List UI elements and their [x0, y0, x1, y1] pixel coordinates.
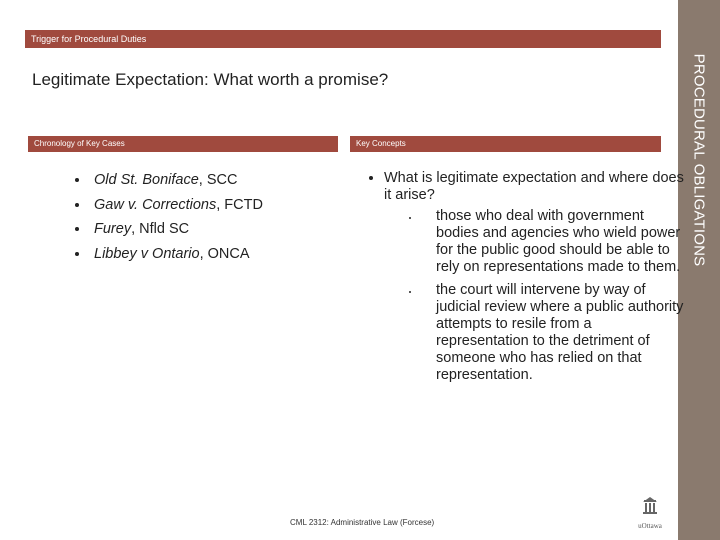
case-item [90, 168, 263, 193]
case-court: , ONCA [199, 245, 250, 262]
case-list [70, 168, 263, 266]
case-name: Furey [94, 221, 132, 237]
case-item [90, 217, 263, 242]
footer-course: CML 2312: Administrative Law (Forcese) [290, 518, 435, 527]
chronology-header: Chronology of Key Cases [28, 136, 338, 152]
concepts-list [362, 170, 684, 390]
case-court: , FCTD [216, 196, 263, 213]
section-side-title [678, 0, 720, 540]
case-court: , SCC [198, 172, 238, 188]
concept-subitem: • those who deal with government bodies and agencies who wield power for the public good should be able to rely on representations made to them. [420, 208, 684, 276]
concept-sublist [384, 208, 684, 384]
slide-title: Legitimate Expectation: What worth a promise? [32, 70, 389, 89]
case-item [90, 193, 263, 218]
concept-subitem: • the court will intervene by way of judicial review where a public authority attempts to resile from a representation to the detriment of someone who has relied on that representation. [420, 282, 684, 384]
side-title-text: PROCEDURAL OBLIGATIONS [690, 53, 708, 267]
topic-bar: Trigger for Procedural Duties [25, 30, 661, 48]
concept-item [384, 170, 684, 384]
case-item [90, 242, 263, 267]
key-concepts-header: Key Concepts [350, 136, 661, 152]
case-name: Gaw v. Corrections [94, 196, 217, 213]
logo-text: uOttawa [638, 522, 662, 530]
case-name: Libbey v Ontario [94, 245, 200, 262]
case-court: , Nfld SC [131, 221, 190, 237]
case-name: Old St. Boniface [94, 172, 199, 188]
concept-question: What is legitimate expectation and where does it arise? [384, 170, 684, 203]
